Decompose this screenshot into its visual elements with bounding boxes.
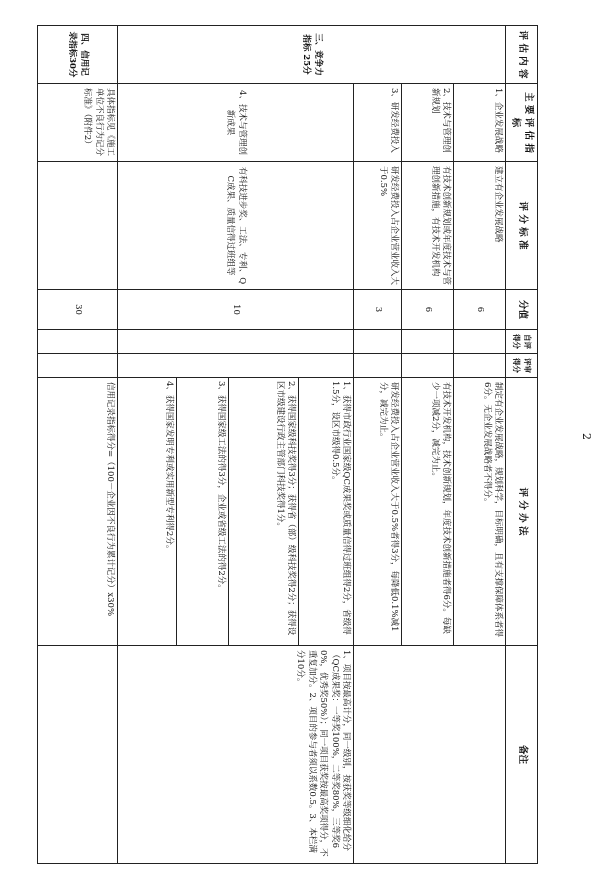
table-row <box>38 26 118 864</box>
standard-cell: 有科技进步奖、工法、专利、QC成果、质量信得过班组等 <box>118 162 354 290</box>
standard-cell: 研发经费投入占企业营业收入大于0.5% <box>354 162 402 290</box>
self-score-cell[interactable] <box>38 330 118 354</box>
evaluation-table-container <box>38 25 538 863</box>
section-title: 三、竞争力指标 25分 <box>118 26 506 84</box>
remark-cell: 1、项目按最高计分，同一级别，按获奖等级细化给分（QC成果奖：一等奖100%，二等奖80%，三等奖60%，优秀奖50%）；同一项目获奖按最高奖项得分，不重复加分。2、项目的参与者须以系数0.5。3、本栏满分10分。 <box>118 646 354 864</box>
score-cell: 3 <box>354 290 402 330</box>
header-indicator: 主 要 评 估 指 标 <box>506 84 538 162</box>
review-score-cell[interactable] <box>118 354 354 378</box>
header-review-score: 评审得分 <box>506 354 538 378</box>
header-standard: 评 分 标 准 <box>506 162 538 290</box>
self-score-cell[interactable] <box>118 330 354 354</box>
standard-cell: 建立有企业发展战略 <box>454 162 506 290</box>
score-cell: 6 <box>402 290 454 330</box>
method-list-cell <box>118 378 354 646</box>
header-remark: 备注 <box>506 646 538 864</box>
score-cell: 6 <box>454 290 506 330</box>
indicator-cell: 3、研发经费投入 <box>354 84 402 162</box>
rotated-page-frame <box>38 25 538 863</box>
header-content: 评 估 内 容 <box>506 26 538 84</box>
indicator-cell: 具体指标见《施工单位不良行为记分标准》（附件2） <box>38 84 118 162</box>
standard-cell: 有技术创新规划或年度技术与管理创新措施，有技术开发机构 <box>402 162 454 290</box>
method-list <box>118 378 353 645</box>
page-number: 2 <box>580 433 593 440</box>
method-item: 3、获得国家级工法的得3分，企业或省级工法的得2分。 <box>176 378 228 645</box>
indicator-cell: 4、技术与管理创新成果 <box>118 84 354 162</box>
review-score-cell[interactable] <box>38 354 118 378</box>
indicator-cell: 2、技术与管理创新规划 <box>402 84 454 162</box>
standard-cell <box>38 162 118 290</box>
method-item: 4、获得国家发明专利或实用新型专利得2分。 <box>163 381 174 554</box>
header-method: 评 分 办 法 <box>506 378 538 646</box>
table-row <box>454 26 506 864</box>
method-cell: 制定有企业发展战略，规划科学，目标明确，且有支撑保障体系者得6分。无企业发展战略者不得分。 <box>454 378 506 646</box>
method-cell: 信用记录指标得分=（100－企业因不良行为累计记分）x30% <box>38 378 118 646</box>
review-score-cell[interactable] <box>454 354 506 378</box>
score-cell: 30 <box>38 290 118 330</box>
remark-cell-empty <box>38 646 118 864</box>
header-row <box>506 26 538 864</box>
section-title: 四、信用记录指标30分 <box>38 26 118 84</box>
review-score-cell[interactable] <box>402 354 454 378</box>
self-score-cell[interactable] <box>454 330 506 354</box>
review-score-cell[interactable] <box>354 354 402 378</box>
table-row <box>118 26 354 864</box>
indicator-cell: 1、企业发展战略 <box>454 84 506 162</box>
score-cell: 10 <box>118 290 354 330</box>
method-cell: 研发经费投入占企业营业收入大于0.5%者得3分，每降低0.1%减1分，减完为止。 <box>354 378 402 646</box>
evaluation-table <box>37 25 538 864</box>
method-cell: 有技术开发机构，技术创新规划，年度技术创新措施者得6分。每缺少一项减2分，减完为止。 <box>402 378 454 646</box>
header-self-score: 自评得分 <box>506 330 538 354</box>
method-item: 2、获得国家级科技奖得3分；获得省（部）级科技奖得2分；获得设区市级建设行政主管部门科技奖得1分。 <box>228 378 298 645</box>
remark-cell-empty <box>354 646 506 864</box>
self-score-cell[interactable] <box>354 330 402 354</box>
self-score-cell[interactable] <box>402 330 454 354</box>
method-item: 1、获得市政行业国家级QC成果奖或质量信得过班组得2分，省级得1.5分，设区市级得0.5分。 <box>299 378 353 645</box>
header-score: 分值 <box>506 290 538 330</box>
